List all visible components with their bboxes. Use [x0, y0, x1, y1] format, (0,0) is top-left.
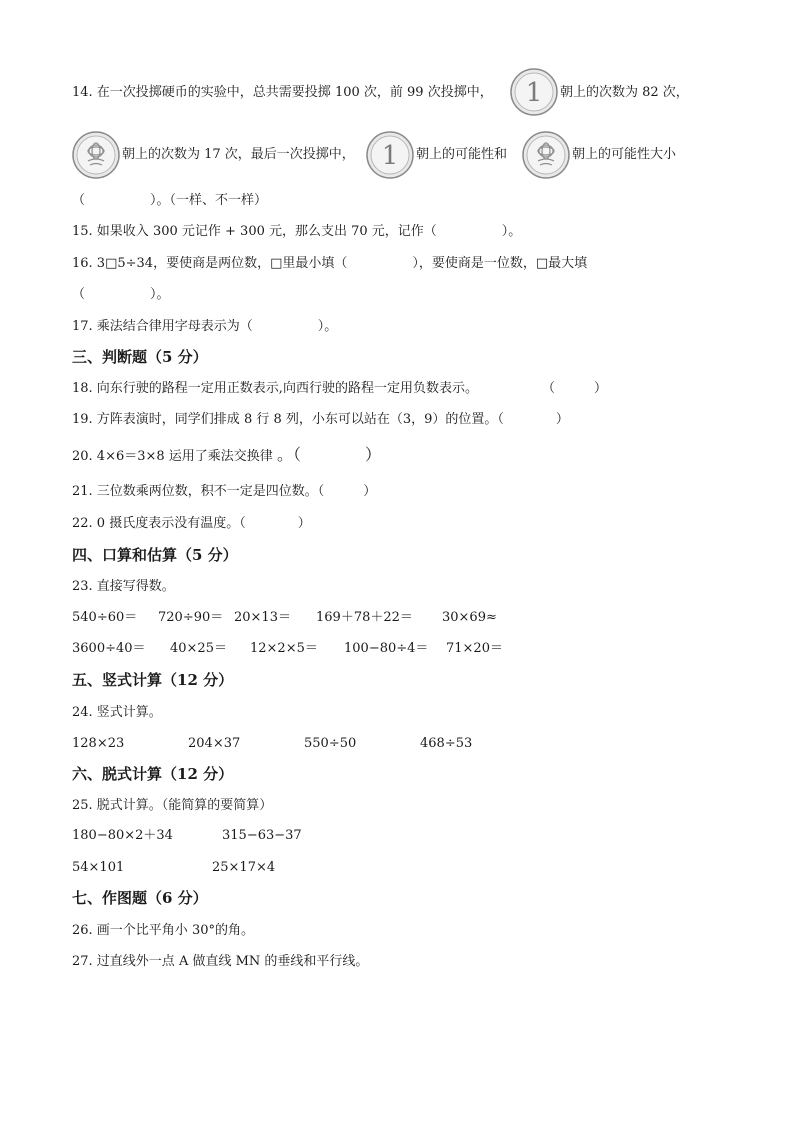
- oral-item: 12×2×5＝: [250, 641, 318, 656]
- oral-item: 71×20＝: [446, 641, 503, 656]
- q22: 22. 0 摄氏度表示没有温度。（ ）: [72, 516, 311, 531]
- q23: 23. 直接写得数。: [72, 579, 175, 594]
- q19: 19. 方阵表演时，同学们排成 8 行 8 列，小东可以站在（3，9）的位置。（ ）: [72, 412, 569, 427]
- q15: 15. 如果收入 300 元记作 + 300 元，那么支出 70 元，记作（ ）。: [72, 224, 522, 239]
- q21: 21. 三位数乘两位数，积不一定是四位数。（ ）: [72, 484, 377, 499]
- coin-number-side-icon: [510, 68, 558, 116]
- q20: 20. 4×6＝3×8 运用了乘法交换律 。（ ）: [72, 445, 381, 464]
- vertical-item: 468÷53: [420, 736, 473, 751]
- q14-line1-end: 朝上的次数为 82 次，: [560, 85, 689, 100]
- section-heading-vertical-calc: 五、竖式计算（12 分）: [72, 671, 234, 689]
- q16-line2: （ ）。: [72, 287, 170, 302]
- section-heading-drawing: 七、作图题（6 分）: [72, 889, 208, 907]
- step-item: 180−80×2＋34: [72, 828, 173, 843]
- vertical-item: 204×37: [188, 736, 241, 751]
- q14-line2-a: 朝上的次数为 17 次，最后一次投掷中，: [122, 147, 355, 162]
- coin-flower-side-icon: [72, 131, 120, 179]
- vertical-item: 128×23: [72, 736, 125, 751]
- q18-answer-paren: （ ）: [542, 381, 608, 396]
- q14-line2-b: 朝上的可能性和: [416, 147, 508, 162]
- section-heading-oral-calc: 四、口算和估算（5 分）: [72, 546, 238, 564]
- step-item: 315−63−37: [222, 828, 302, 843]
- coin-flower-side-icon: [522, 131, 570, 179]
- q14-line3: （ ）。（一样、不一样）: [72, 193, 268, 208]
- q26: 26. 画一个比平角小 30°的角。: [72, 923, 254, 938]
- oral-item: 169＋78＋22＝: [316, 610, 413, 625]
- vertical-item: 550÷50: [304, 736, 357, 751]
- q25: 25. 脱式计算。（能简算的要简算）: [72, 798, 273, 813]
- oral-item: 540÷60＝: [72, 610, 138, 625]
- section-heading-step-calc: 六、脱式计算（12 分）: [72, 765, 234, 783]
- q27: 27. 过直线外一点 A 做直线 MN 的垂线和平行线。: [72, 954, 369, 969]
- oral-item: 30×69≈: [442, 610, 497, 625]
- q24: 24. 竖式计算。: [72, 705, 162, 720]
- oral-item: 20×13＝: [234, 610, 291, 625]
- coin-number-side-icon: [366, 131, 414, 179]
- q14-line2-c: 朝上的可能性大小: [572, 147, 677, 162]
- coin-value-text: 1: [381, 141, 399, 171]
- q17: 17. 乘法结合律用字母表示为（ ）。: [72, 319, 338, 334]
- step-item: 25×17×4: [212, 860, 276, 875]
- q14-line1: 14. 在一次投掷硬币的实验中，总共需要投掷 100 次，前 99 次投掷中，: [72, 85, 493, 100]
- oral-item: 720÷90＝: [158, 610, 224, 625]
- step-item: 54×101: [72, 860, 125, 875]
- q18: 18. 向东行驶的路程一定用正数表示,向西行驶的路程一定用负数表示。: [72, 381, 478, 396]
- coin-value-text: 1: [525, 78, 543, 108]
- oral-item: 40×25＝: [170, 641, 227, 656]
- oral-item: 100−80÷4＝: [344, 641, 429, 656]
- oral-item: 3600÷40＝: [72, 641, 146, 656]
- section-heading-judgment: 三、判断题（5 分）: [72, 348, 208, 366]
- q16-line1: 16. 3□5÷34，要使商是两位数，□里最小填（ ），要使商是一位数，□最大填: [72, 256, 588, 271]
